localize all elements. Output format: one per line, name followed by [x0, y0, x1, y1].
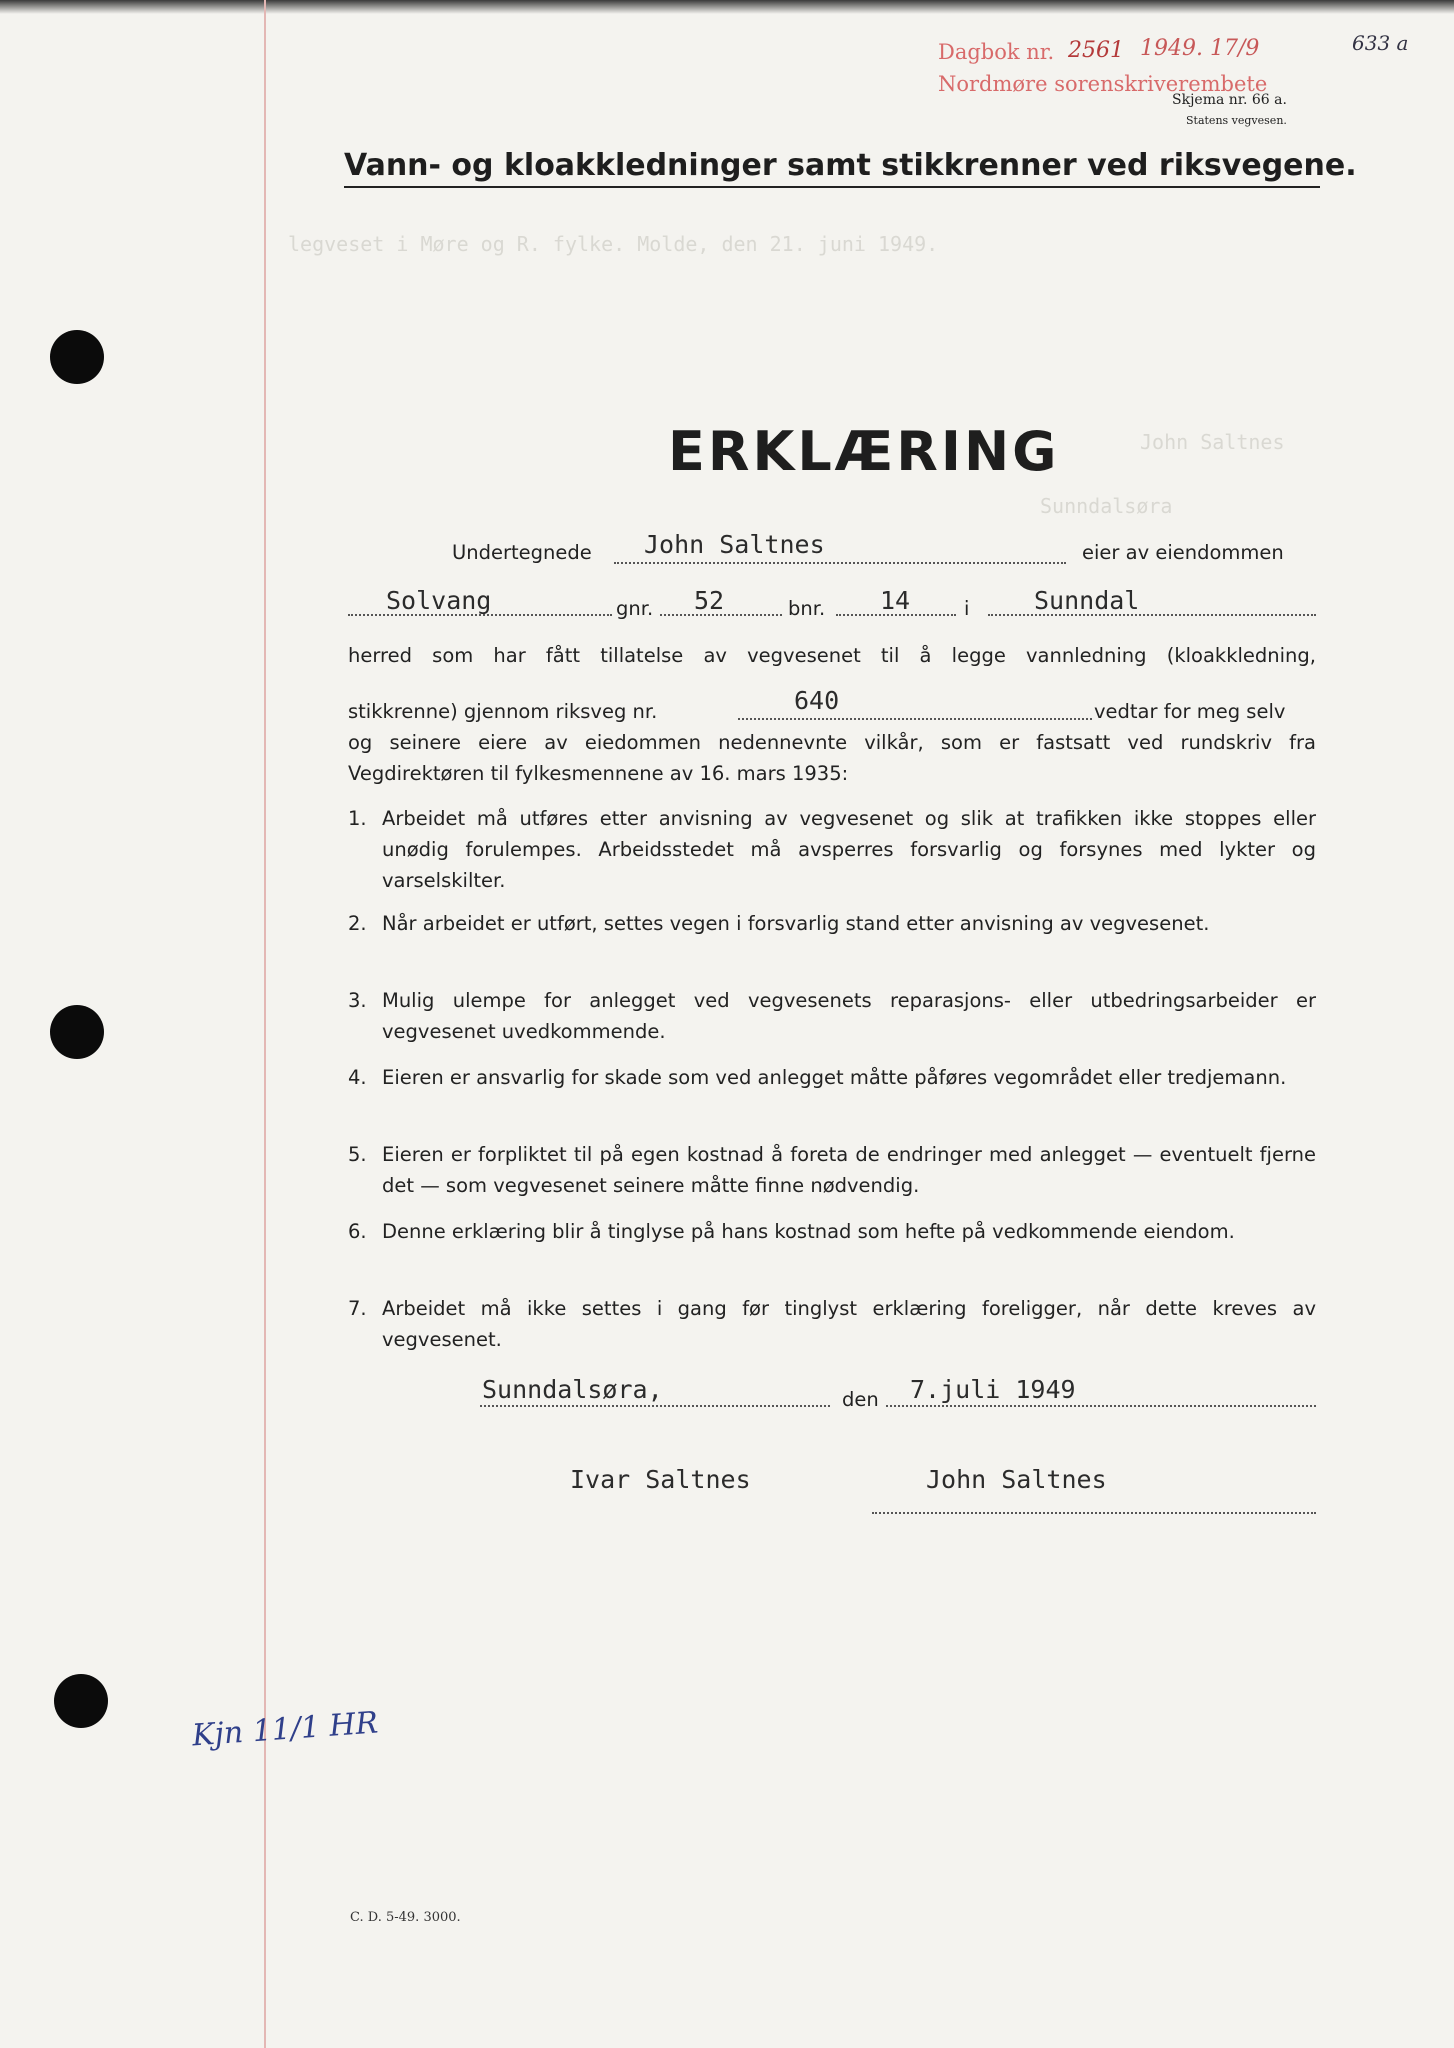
condition-number: 1.	[348, 807, 367, 830]
condition-number: 6.	[348, 1220, 367, 1243]
condition-number: 2.	[348, 912, 367, 935]
handwritten-margin-note: Kjn 11/1 HR	[191, 1705, 380, 1754]
owner-signature: John Saltnes	[926, 1465, 1107, 1494]
punch-hole-bottom	[54, 1674, 108, 1728]
registry-stamp-label: Dagbok nr.	[938, 40, 1055, 64]
condition-number: 7.	[348, 1297, 367, 1320]
condition-text: Når arbeidet er utført, settes vegen i forsvarlig stand etter anvisning av vegvesenet.	[382, 912, 1210, 935]
place-dotted-line	[480, 1405, 830, 1407]
condition-text: Arbeidet må utføres etter anvisning av vegvesenet og slik at trafikken ikke stoppes eller unødig forulempes. Arbeidsstedet må avsperres forsvarlig og forsynes med lykter og varselskilter.	[382, 807, 1316, 892]
page-number: 633 a	[1352, 31, 1409, 55]
registry-stamp-number: 2561	[1068, 38, 1124, 63]
punch-hole-top	[50, 330, 104, 384]
form-schema-code: Skjema nr. 66 a.	[1172, 92, 1287, 108]
bnr-label: bnr.	[788, 597, 826, 620]
den-label: den	[842, 1388, 879, 1411]
undertegnede-label: Undertegnede	[452, 541, 592, 564]
i-label: i	[964, 597, 970, 620]
condition-text: Eieren er forpliktet til på egen kostnad å foreta de endringer med anlegget — eventuelt fjerne det — som vegvesenet seinere måtte finne nødvendig.	[382, 1143, 1316, 1197]
body-line-3: og seinere eiere av eiedommen nedennevnte vilkår, som er fastsatt ved rundskriv fra Vegdirektøren til fylkesmennene av 16. mars 1935:	[348, 731, 1316, 785]
body-line-2-end: vedtar for meg selv	[1094, 700, 1286, 723]
road-number: 640	[794, 686, 840, 715]
signature-dotted-line	[872, 1512, 1316, 1514]
eier-label: eier av eiendommen	[1082, 541, 1284, 564]
date: 7.juli 1949	[910, 1375, 1076, 1404]
place: Sunndalsøra,	[482, 1375, 663, 1404]
condition-text: Arbeidet må ikke settes i gang før tinglyst erklæring foreligger, når dette kreves av vegvesenet.	[382, 1297, 1316, 1351]
bnr-value: 14	[880, 586, 911, 615]
registry-stamp-date: 1949. 17/9	[1140, 36, 1260, 61]
gnr-value: 52	[694, 586, 725, 615]
form-agency: Statens vegvesen.	[1186, 114, 1287, 127]
municipality: Sunndal	[1034, 586, 1140, 615]
declarant-name: John Saltnes	[644, 530, 825, 559]
scan-edge-shadow	[0, 0, 1454, 14]
bleed-through-line: Sunndalsøra	[1040, 494, 1173, 518]
condition-text: Eieren er ansvarlig for skade som ved anlegget måtte påføres vegområdet eller tredjemann.	[382, 1066, 1287, 1089]
property-name: Solvang	[386, 586, 492, 615]
registry-stamp-office: Nordmøre sorenskriverembete	[938, 72, 1268, 96]
condition-text: Mulig ulempe for anlegget ved vegvesenets reparasjons- eller utbedringsarbeider er vegvesenet uvedkommende.	[382, 989, 1316, 1043]
condition-number: 4.	[348, 1066, 367, 1089]
witness-signature: Ivar Saltnes	[570, 1465, 751, 1494]
bleed-through-line: legveset i Møre og R. fylke. Molde, den 21. juni 1949.	[288, 232, 939, 256]
gnr-label: gnr.	[616, 597, 654, 620]
road-number-dotted-line	[738, 718, 1092, 720]
body-line-1: herred som har fått tillatelse av vegvesenet til å legge vannledning (kloakkledning,	[348, 644, 1316, 667]
name-dotted-line	[614, 562, 1066, 564]
date-dotted-line	[886, 1405, 1316, 1407]
document-title: ERKLÆRING	[668, 420, 1060, 483]
condition-number: 5.	[348, 1143, 367, 1166]
condition-number: 3.	[348, 989, 367, 1012]
bleed-through-line: John Saltnes	[1140, 430, 1285, 454]
print-code: C. D. 5-49. 3000.	[350, 1910, 461, 1925]
body-line-2-start: stikkrenne) gjennom riksveg nr.	[348, 700, 658, 723]
punch-hole-middle	[50, 1005, 104, 1059]
headline-rule	[344, 186, 1320, 188]
form-headline: Vann- og kloakkledninger samt stikkrenner ved riksvegene.	[344, 148, 1357, 183]
condition-text: Denne erklæring blir å tinglyse på hans kostnad som hefte på vedkommende eiendom.	[382, 1220, 1235, 1243]
